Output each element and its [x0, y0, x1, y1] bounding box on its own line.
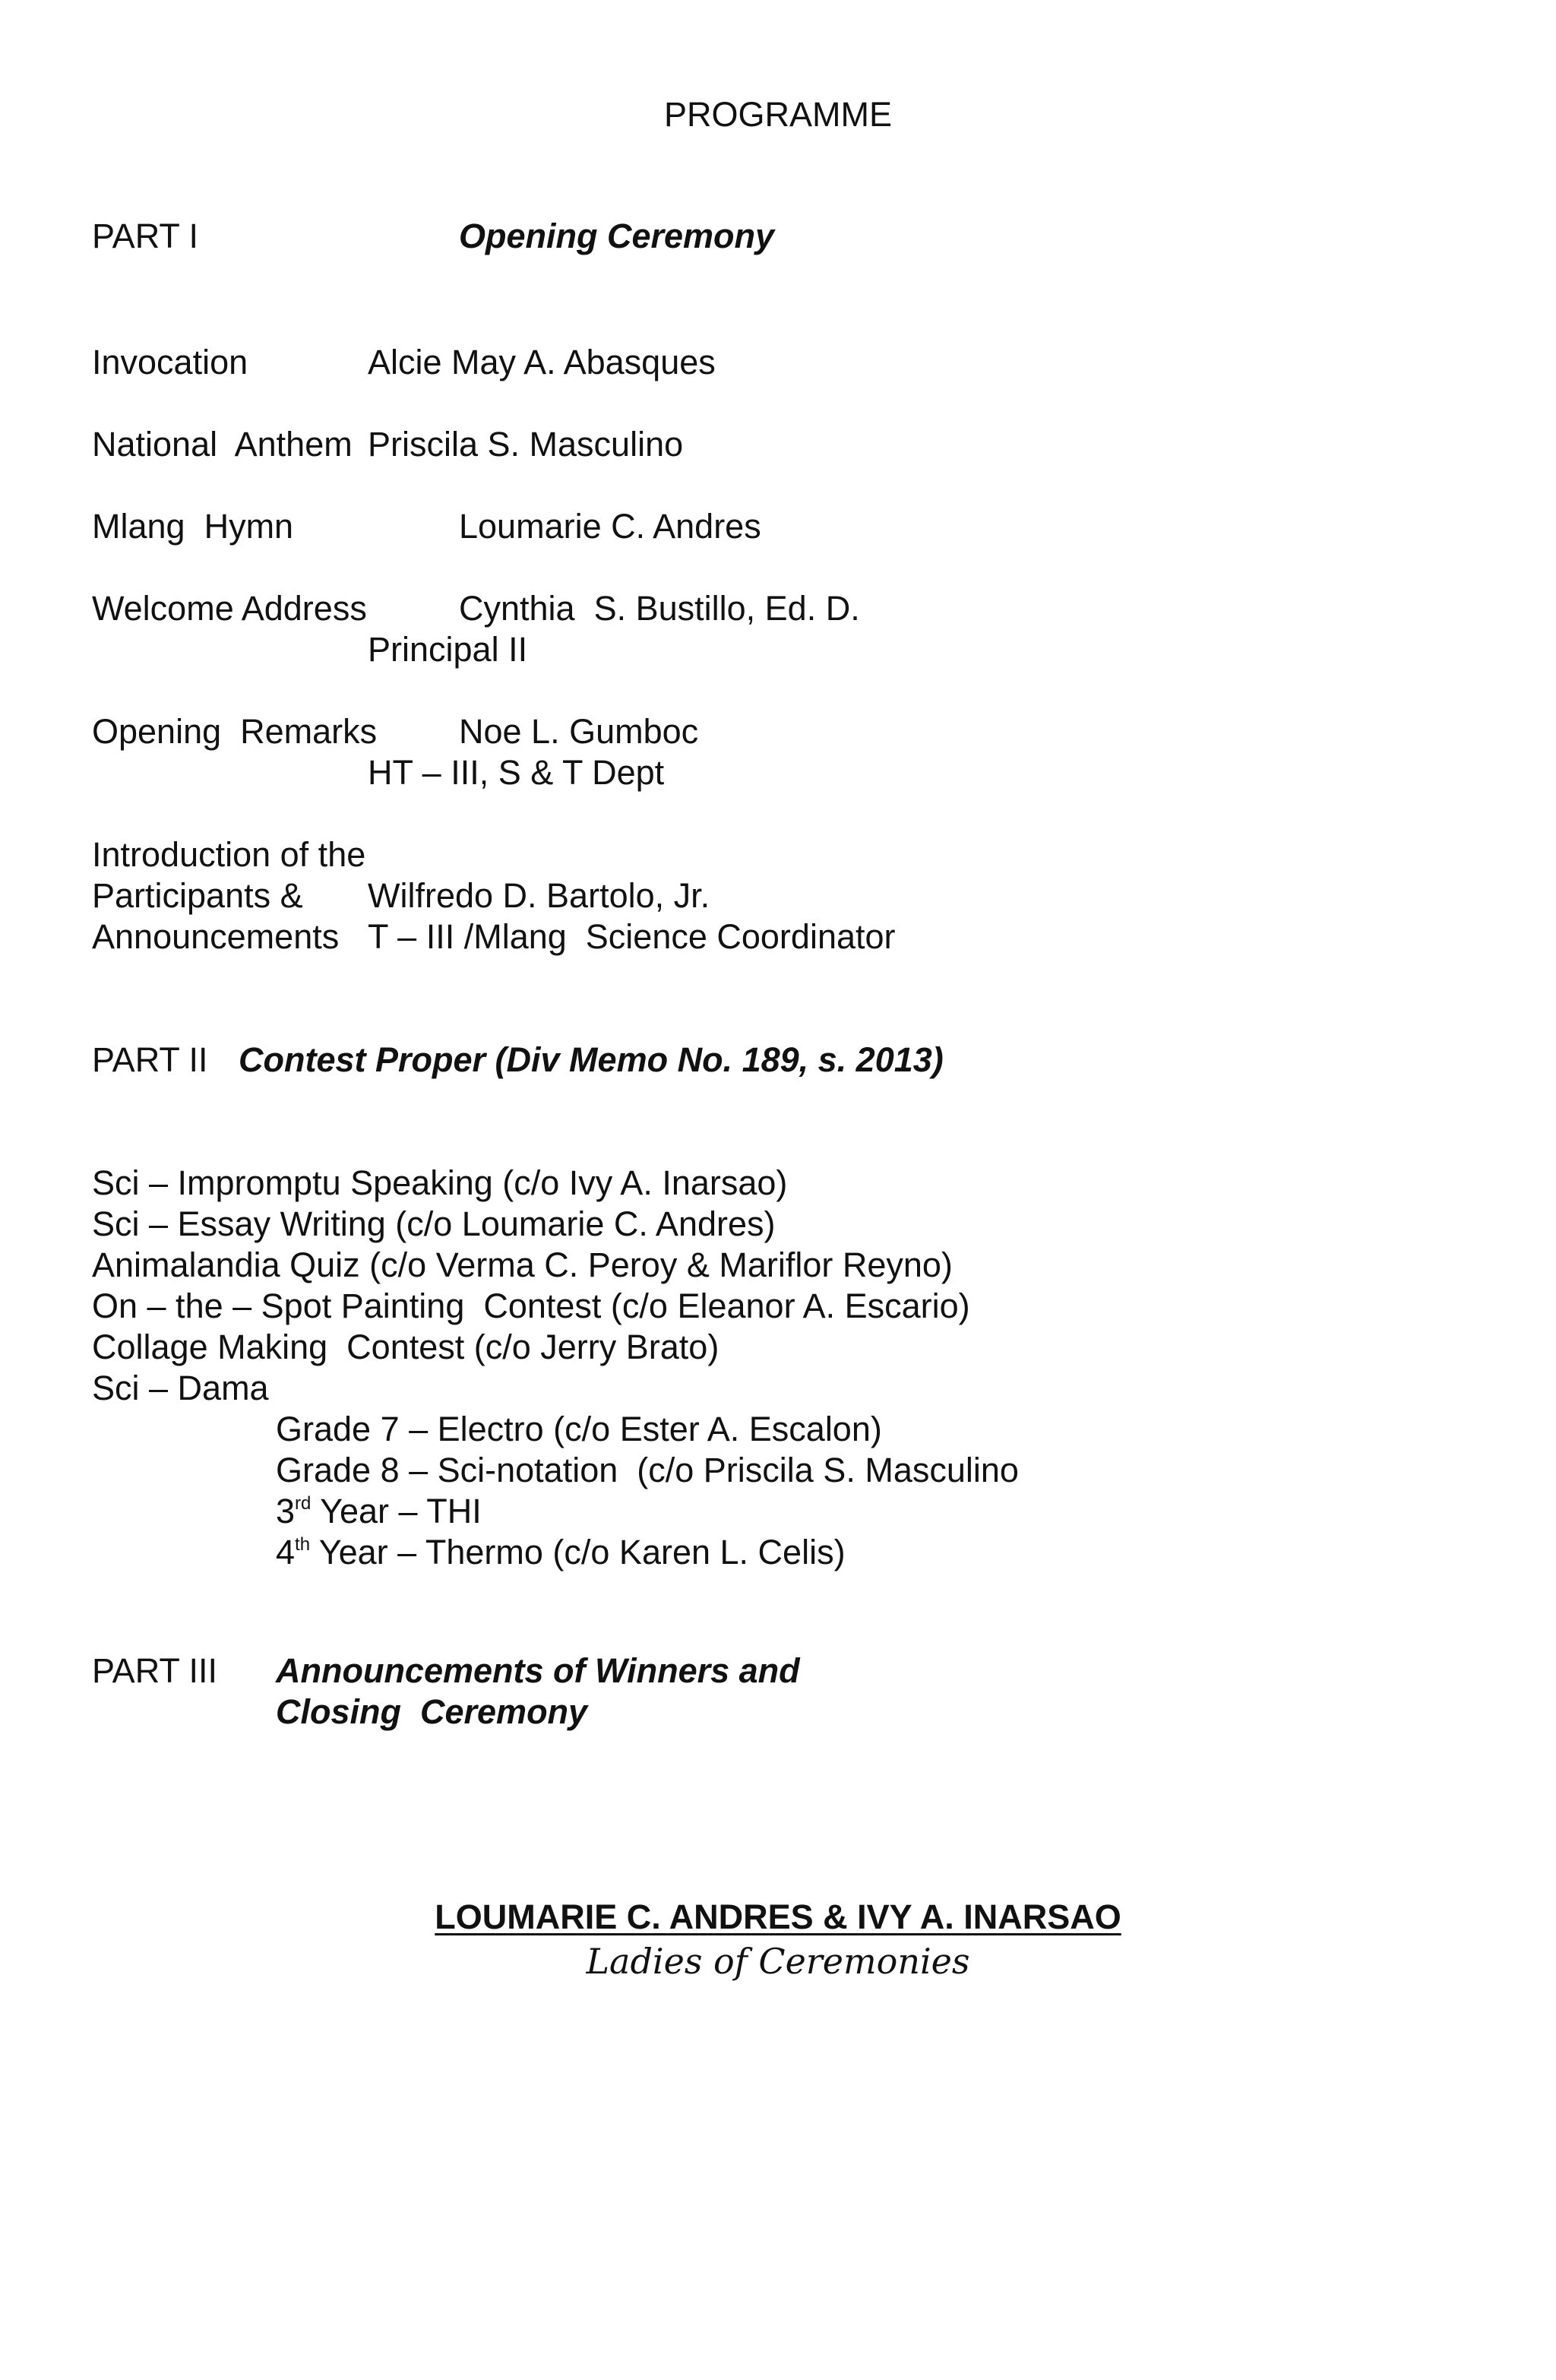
invocation-role: Invocation [92, 343, 248, 381]
part3-heading-line1: Announcements of Winners and [276, 1651, 800, 1690]
hymn-role: Mlang Hymn [92, 507, 294, 546]
contest-item: Sci – Impromptu Speaking (c/o Ivy A. Inarsao) [92, 1163, 788, 1202]
remarks-person: Noe L. Gumboc [459, 712, 699, 751]
anthem-person: Priscila S. Masculino [368, 425, 684, 464]
part1-heading: Opening Ceremony [459, 217, 775, 255]
contest-item: Sci – Essay Writing (c/o Loumarie C. Andres) [92, 1204, 776, 1243]
anthem-role: National Anthem [92, 425, 353, 464]
page-title: PROGRAMME [663, 95, 892, 134]
remarks-role: Opening Remarks [92, 712, 378, 751]
part3-heading-line2: Closing Ceremony [276, 1692, 588, 1731]
dama-item: Grade 7 – Electro (c/o Ester A. Escalon) [276, 1410, 882, 1448]
dama-item: Grade 8 – Sci-notation (c/o Priscila S. Masculino [276, 1451, 1019, 1489]
intro-person: Wilfredo D. Bartolo, Jr. [368, 876, 710, 915]
contest-item: On – the – Spot Painting Contest (c/o Eleanor A. Escario) [92, 1287, 970, 1325]
welcome-role: Welcome Address [92, 589, 367, 628]
welcome-title: Principal II [368, 630, 528, 669]
dama-item: 3rd Year – THI [276, 1492, 482, 1530]
remarks-title: HT – III, S & T Dept [368, 753, 665, 792]
part2-label: PART II [92, 1040, 208, 1079]
contest-item: Sci – Dama [92, 1369, 269, 1407]
part1-label: PART I [92, 217, 199, 255]
contest-item: Collage Making Contest (c/o Jerry Brato) [92, 1328, 719, 1366]
footer-role: Ladies of Ceremonies [586, 1941, 970, 1982]
footer-names: LOUMARIE C. ANDRES & IVY A. INARSAO [435, 1897, 1121, 1936]
part3-label: PART III [92, 1651, 218, 1690]
intro-role-line3: Announcements [92, 917, 340, 956]
welcome-person: Cynthia S. Bustillo, Ed. D. [459, 589, 860, 628]
intro-role-line1: Introduction of the [92, 835, 366, 874]
intro-title: T – III /Mlang Science Coordinator [368, 917, 896, 956]
part2-heading: Contest Proper (Div Memo No. 189, s. 2013) [239, 1040, 944, 1079]
dama-item: 4th Year – Thermo (c/o Karen L. Celis) [276, 1533, 846, 1571]
hymn-person: Loumarie C. Andres [459, 507, 761, 546]
intro-role-line2: Participants & [92, 876, 303, 915]
invocation-person: Alcie May A. Abasques [368, 343, 716, 381]
contest-item: Animalandia Quiz (c/o Verma C. Peroy & Mariflor Reyno) [92, 1245, 953, 1284]
